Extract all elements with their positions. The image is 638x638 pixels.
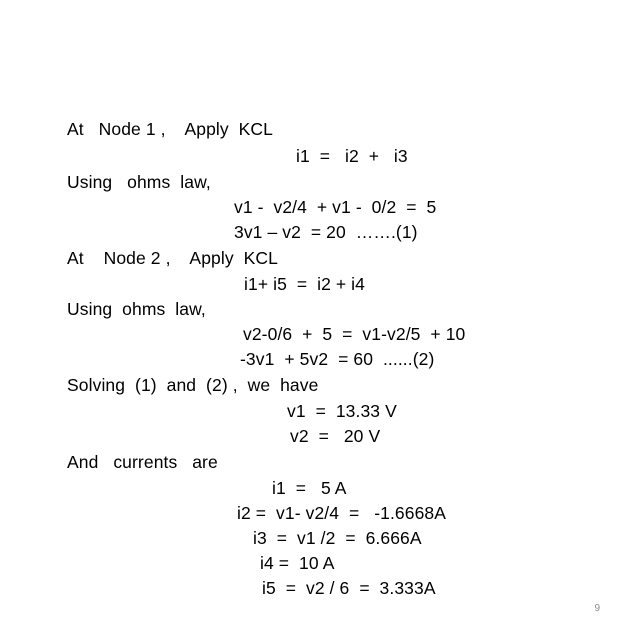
text-line-equation-1: 3v1 – v2 = 20 …….(1) — [234, 222, 418, 242]
text-line-kcl-equation-1: i1 = i2 + i3 — [296, 146, 408, 166]
text-line-ohms-law-2: Using ohms law, — [67, 299, 206, 319]
text-line-v1-result: v1 = 13.33 V — [287, 401, 397, 421]
text-line-node1-kcl: At Node 1 , Apply KCL — [67, 119, 274, 139]
text-line-kcl-equation-2: i1+ i5 = i2 + i4 — [244, 274, 365, 294]
text-line-solving: Solving (1) and (2) , we have — [67, 375, 319, 395]
text-line-i1-result: i1 = 5 A — [272, 478, 347, 498]
text-line-node2-kcl: At Node 2 , Apply KCL — [67, 248, 278, 268]
text-line-equation-2: -3v1 + 5v2 = 60 ......(2) — [240, 349, 435, 369]
text-line-v2-result: v2 = 20 V — [290, 426, 381, 446]
text-line-i5-result: i5 = v2 / 6 = 3.333A — [262, 578, 436, 598]
text-line-i2-result: i2 = v1- v2/4 = -1.6668A — [237, 503, 447, 523]
text-line-node1-equation: v1 - v2/4 + v1 - 0/2 = 5 — [234, 197, 437, 217]
text-line-i4-result: i4 = 10 A — [260, 553, 335, 573]
text-line-node2-equation: v2-0/6 + 5 = v1-v2/5 + 10 — [243, 324, 466, 344]
text-line-ohms-law-1: Using ohms law, — [67, 172, 211, 192]
page-number: 9 — [594, 603, 600, 614]
text-line-i3-result: i3 = v1 /2 = 6.666A — [253, 528, 422, 548]
text-line-currents-heading: And currents are — [67, 452, 218, 472]
